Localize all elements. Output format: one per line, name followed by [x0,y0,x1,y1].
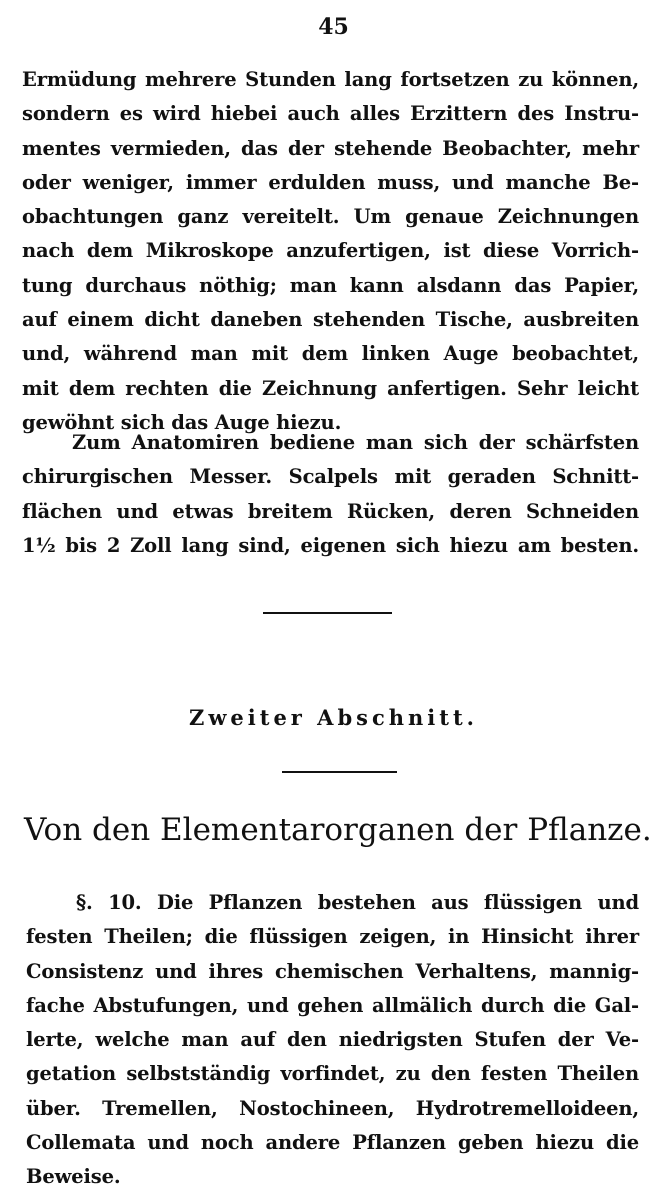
text-line: mentes vermieden, das der stehende Beobachter, mehr [22,136,639,160]
text-line: Consistenz und ihres chemischen Verhaltens, mannig- [26,959,639,983]
text-line: oder weniger, immer erdulden muss, und manche Be- [22,170,639,194]
text-line: flächen und etwas breitem Rücken, deren Schneiden [22,499,639,523]
text-line: fache Abstufungen, und gehen allmälich durch die Gal- [26,993,639,1017]
text-line: nach dem Mikroskope anzufertigen, ist diese Vorrich- [22,239,639,263]
text-line: getation selbstständig vorfindet, zu den festen Theilen [26,1062,639,1086]
paragraph-microscope-drawing [22,63,639,440]
page-number: 45 [318,14,349,40]
text-line: auf einem dicht daneben stehenden Tische, ausbreiten [22,308,639,332]
text-line: obachtungen ganz vereitelt. Um genaue Zeichnungen [22,205,639,229]
section-divider-rule [282,771,397,773]
text-line: §. 10. Die Pflanzen bestehen aus flüssigen und [76,891,639,914]
text-line: Ermüdung mehrere Stunden lang fortsetzen zu können, [22,68,639,91]
text-line: über. Tremellen, Nostochineen, Hydrotremelloideen, [26,1096,639,1120]
text-line: sondern es wird hiebei auch alles Erzittern des Instru- [22,102,639,126]
text-line: tung durchaus nöthig; man kann alsdann das Papier, [22,273,639,297]
text-line: gewöhnt sich das Auge hiezu. [22,410,342,434]
text-line: mit dem rechten die Zeichnung anfertigen. Sehr leicht [22,376,639,400]
text-line: 1½ bis 2 Zoll lang sind, eigenen sich hiezu am besten. [22,533,639,557]
chapter-title: Von den Elementarorganen der Pflanze. [24,812,652,848]
text-line: lerte, welche man auf den niedrigsten Stufen der Ve- [26,1028,639,1052]
text-line: Beweise. [26,1165,121,1189]
paragraph-section-10 [26,886,639,1195]
section-divider-rule [263,612,392,614]
text-line: und, während man mit dem linken Auge beobachtet, [22,342,639,366]
section-heading: Zweiter Abschnitt. [189,705,478,730]
text-line: festen Theilen; die flüssigen zeigen, in Hinsicht ihrer [26,925,639,949]
text-line: chirurgischen Messer. Scalpels mit geraden Schnitt- [22,465,639,489]
text-line: Zum Anatomiren bediene man sich der schärfsten [72,431,639,454]
text-line: Collemata und noch andere Pflanzen geben hiezu die [26,1131,639,1155]
paragraph-anatomy-knives [22,426,639,563]
